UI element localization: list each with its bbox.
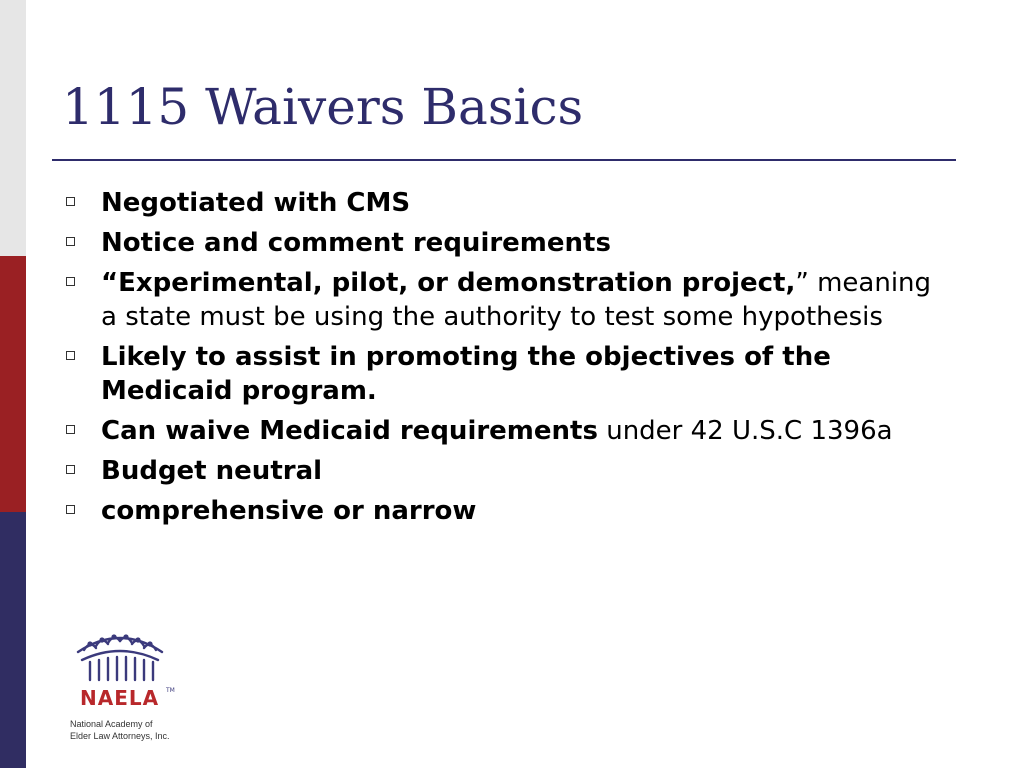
bullet-item [62, 494, 942, 528]
bullet-text: under 42 U.S.C 1396a [597, 416, 893, 446]
bullet-item [62, 454, 942, 488]
bullet-bold-text: “Experimental, pilot, or demonstration project, [101, 268, 796, 298]
slide-title: 1115 Waivers Basics [62, 78, 584, 136]
bullet-item [62, 186, 942, 220]
bullet-item [62, 340, 942, 408]
bullet-text: ” meaning a state must be using the authority to test some hypothesis [101, 268, 932, 332]
bullet-list [62, 186, 942, 534]
bullet-bold-text: Likely to assist in promoting the objectives of the Medicaid program. [101, 342, 831, 406]
square-bullet-icon [66, 505, 75, 514]
logo-caption [70, 718, 170, 742]
bullet-bold-text: Notice and comment requirements [101, 228, 611, 258]
logo-caption-line2: Elder Law Attorneys, Inc. [70, 731, 170, 741]
bullet-item [62, 226, 942, 260]
bullet-bold-text: Can waive Medicaid requirements [101, 416, 598, 446]
square-bullet-icon [66, 351, 75, 360]
bullet-bold-text: Budget neutral [101, 456, 323, 486]
square-bullet-icon [66, 197, 75, 206]
side-bar-red [0, 256, 26, 512]
side-bar-navy [0, 512, 26, 768]
title-rule [52, 159, 956, 161]
bullet-bold-text: Negotiated with CMS [101, 188, 411, 218]
naela-logo [70, 630, 184, 746]
side-bar-gray [0, 0, 26, 256]
square-bullet-icon [66, 465, 75, 474]
bullet-item [62, 414, 942, 448]
square-bullet-icon [66, 237, 75, 246]
square-bullet-icon [66, 425, 75, 434]
logo-caption-line1: National Academy of [70, 719, 153, 729]
bullet-item [62, 266, 942, 334]
logo-trademark: TM [166, 687, 175, 694]
bullet-bold-text: comprehensive or narrow [101, 496, 477, 526]
logo-wordmark: NAELA [80, 686, 160, 710]
capitol-dome-icon [72, 630, 168, 686]
square-bullet-icon [66, 277, 75, 286]
